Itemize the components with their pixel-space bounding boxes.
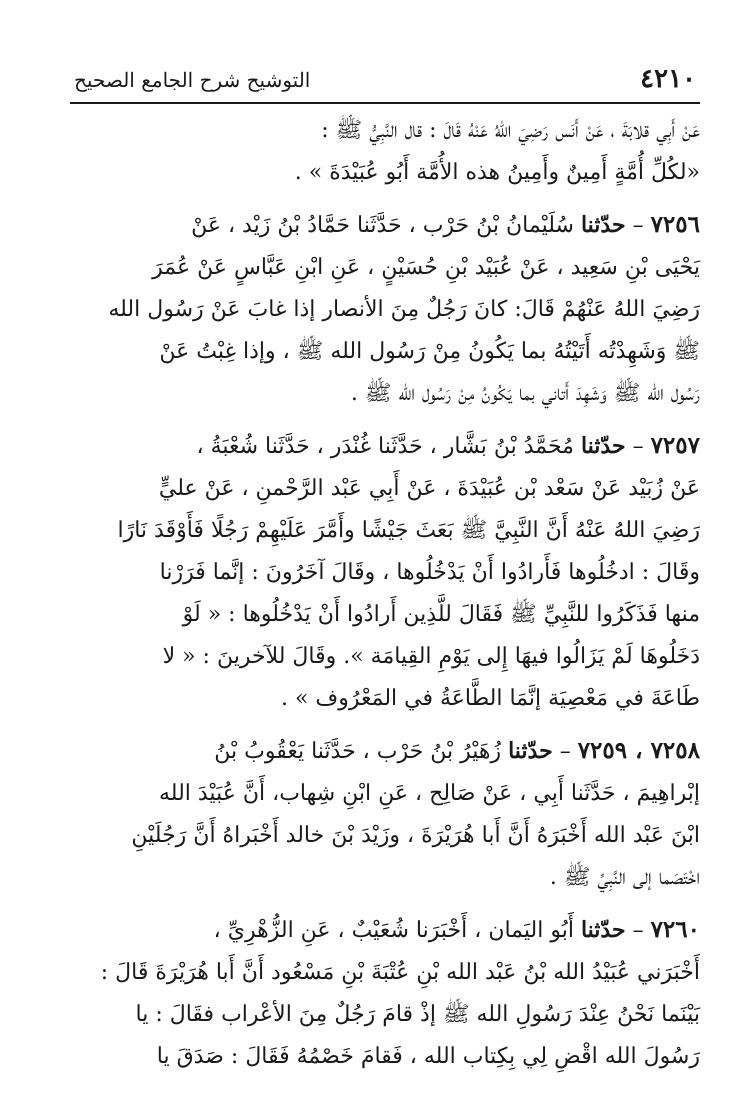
text-line: ٧٢٦٠ – حدّثنا أَبُو اليَمان ، أَخْبَرَنا شُعَيْبٌ ، عَنِ الزُّهْرِيِّ ، xyxy=(213,916,700,943)
text-line: أَخْبَرَني عُبَيْدُ الله بْنُ عَبْد الله بْنِ عُتْبَةَ بْنِ مَسْعُود أَنَّ أَبا هُرَيْرَةَ قَالَ : xyxy=(100,960,700,985)
page-number: ٤٢١٠ xyxy=(640,64,696,94)
text-line: ٧٢٥٦ – حدّثنا سُلَيْمانُ بْنُ حَرْب ، حَدَّثَنا حَمَّادُ بْنُ زَيْد ، عَنْ xyxy=(191,211,700,238)
text-line: ابْنَ عَبْد الله أَخْبَرَهُ أَنَّ أَبا هُرَيْرَةَ ، وزَيْدَ بْنَ خالد أَخْبَراهُ أَنَّ رَجُلَيْنِ xyxy=(131,823,700,848)
text-line: عَنْ زُبَيْد عَنْ سَعْد بْن عُبَيْدَةَ ، عَنْ أَبِي عَبْد الرَّحْمنِ ، عَنْ عليٍّ xyxy=(158,476,700,501)
line-text: أَبُو اليَمان ، أَخْبَرَنا شُعَيْبٌ ، عَنِ الزُّهْرِيِّ ، xyxy=(213,918,574,943)
page-header xyxy=(70,58,700,104)
text-line: وقَالَ : ادخُلُوها فَأَرادُوا أَنْ يَدْخُلُوها ، وقَالَ آخَرُونَ : إنَّما فَرَرْنا xyxy=(159,560,700,585)
text-line: اخْتَصَما إلى النَّبِيِّ ﷺ . xyxy=(549,865,700,890)
text-line: طَاعَةَ في مَعْصِيَة إنَّمَا الطَّاعَةُ في المَعْرُوف » . xyxy=(280,686,700,711)
narration-word: حدّثنا xyxy=(580,212,626,238)
hadith-block xyxy=(70,425,700,720)
hadith-number: ٧٢٥٨ ، ٧٢٥٩ xyxy=(577,737,700,764)
hadith-number: ٧٢٥٧ xyxy=(650,432,700,459)
hadith-block xyxy=(70,909,700,1078)
narration-word: حدّثنا xyxy=(580,917,626,943)
text-line: «لكُلِّ أُمَّةٍ أَمِينٌ وأَمِينُ هذه الأُمَّة أَبُو عُبَيْدَةَ » . xyxy=(294,160,700,185)
hadith-number: ٧٢٦٠ xyxy=(650,916,700,943)
text-line: عَنْ أَبِي قلابَةَ ، عَنْ أَنَس رَضِيَ اللهُ عَنْهُ قَالَ : قال النَّبِيُّ ﷺ : xyxy=(321,118,700,143)
body-text xyxy=(70,110,700,1078)
text-line: ٧٢٥٧ – حدّثنا مُحَمَّدُ بْنُ بَشَّار ، حَدَّثَنا غُنْدَر ، حَدَّثَنا شُعْبَةُ ، xyxy=(196,432,700,459)
hadith-block xyxy=(70,204,700,415)
hadith-block xyxy=(70,730,700,899)
narration-word: حدّثنا xyxy=(580,433,626,459)
running-title: التوشيح شرح الجامع الصحيح xyxy=(74,68,311,92)
text-line: رَضِيَ اللهُ عَنْهُمْ قَالَ: كانَ رَجُلٌ مِنَ الأنصار إذا غابَ عَنْ رَسُول الله xyxy=(108,297,700,322)
text-line: يَحْيَى بْنِ سَعِيد ، عَنْ عُبَيْد بْنِ حُسَيْنٍ ، عَنِ ابْنِ عَبَّاسٍ عَنْ عُمَرَ xyxy=(152,255,700,280)
line-text: مُحَمَّدُ بْنُ بَشَّار ، حَدَّثَنا غُنْدَر ، حَدَّثَنا شُعْبَةُ ، xyxy=(196,434,574,459)
text-line: إبْراهِيمَ ، حَدَّثَنا أَبِي ، عَنْ صَالِح ، عَنِ ابْنِ شِهاب، أَنَّ عُبَيْدَ الله xyxy=(159,781,700,806)
text-line: رَضِيَ اللهُ عَنْهُ أَنَّ النَّبِيَّ ﷺ بَعَثَ جَيْشًا وأَمَّرَ عَلَيْهِمْ رَجُلًا فَأَوْقَدَ نَارًا xyxy=(117,518,700,543)
hadith-block xyxy=(70,110,700,194)
text-line: ﷺ وَشَهِدْتُه أَتَيْتُهُ بما يَكُونُ مِنْ رَسُول الله ﷺ ، وإذا غِبْتُ عَنْ xyxy=(159,339,700,364)
text-line: دَخَلُوهَا لَمْ يَزَالُوا فيهَا إِلى يَوْمِ القِيامَة ». وقَالَ للآخرينَ : « لا xyxy=(162,644,700,669)
document-page xyxy=(70,58,700,1078)
text-line: رَسُولَ الله اقْضِ لِي بِكِتاب الله ، فَقامَ خَصْمُهُ فَقَالَ : صَدَقَ يا xyxy=(156,1044,700,1069)
text-line: رَسُول الله ﷺ وَشَهِدَ أَتاني بما يَكُونُ مِنْ رَسُول الله ﷺ . xyxy=(350,381,700,406)
line-text: زُهَيْرُ بْنُ حَرْب ، حَدَّثَنا يَعْقُوبُ بْنُ xyxy=(214,739,502,764)
narration-word: حدّثنا xyxy=(508,738,553,764)
hadith-number: ٧٢٥٦ xyxy=(650,211,700,238)
text-line: بَيْنَما نَحْنُ عِنْدَ رَسُولِ الله ﷺ إذْ قامَ رَجُلٌ مِنَ الأعْراب فقَالَ : يا xyxy=(135,1002,700,1027)
text-line: منها فَذَكَرُوا للنَّبِيِّ ﷺ فَقَالَ للَّذِين أَرادُوا أَنْ يَدْخُلُوها : « لَوْ xyxy=(182,602,700,627)
line-text: سُلَيْمانُ بْنُ حَرْب ، حَدَّثَنا حَمَّادُ بْنُ زَيْد ، عَنْ xyxy=(191,213,574,238)
text-line: ٧٢٥٨ ، ٧٢٥٩ – حدّثنا زُهَيْرُ بْنُ حَرْب ، حَدَّثَنا يَعْقُوبُ بْنُ xyxy=(214,737,700,764)
